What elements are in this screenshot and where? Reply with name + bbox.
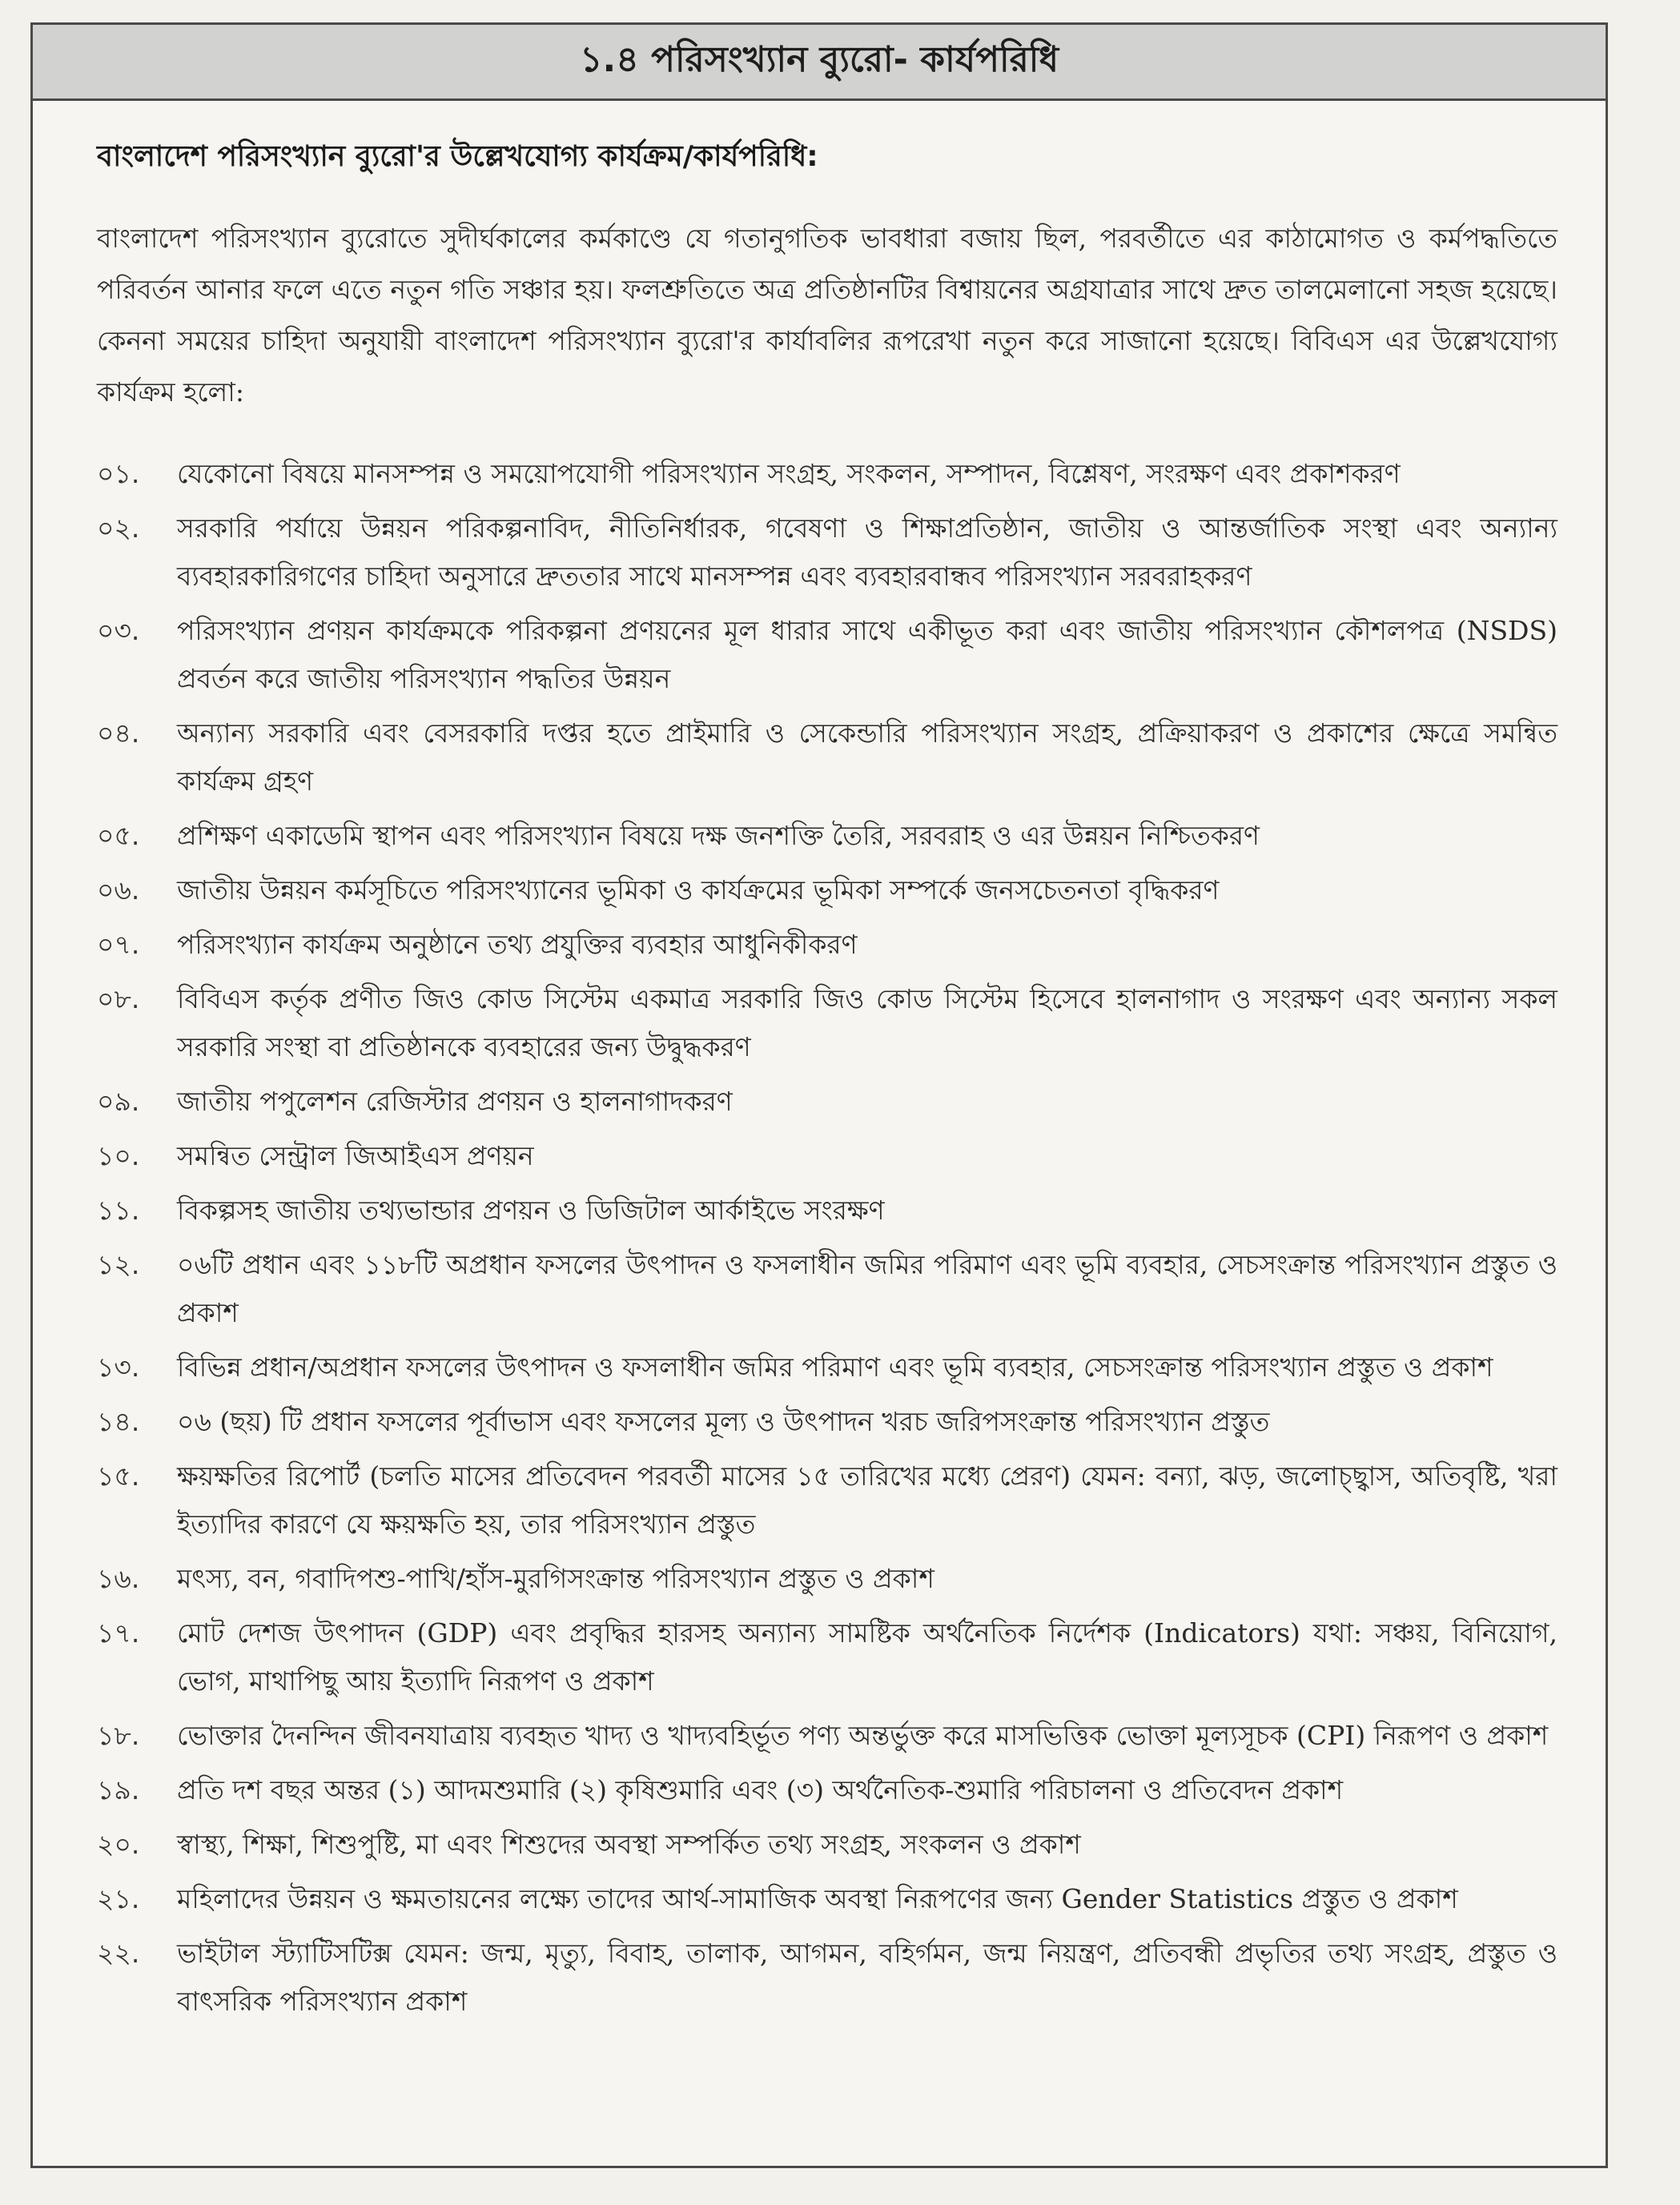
item-number: ১৪. (97, 1406, 140, 1437)
item-text: জাতীয় উন্নয়ন কর্মসূচিতে পরিসংখ্যানের ভূমিকা ও কার্যক্রমের ভূমিকা সম্পর্কে জনসচেতনতা বৃদ্ধিকরণ (177, 874, 1220, 906)
item-text: মহিলাদের উন্নয়ন ও ক্ষমতায়নের লক্ষ্যে তাদের আর্থ-সামাজিক অবস্থা নিরূপণের জন্য Gender Statistics প্রস্তুত ও প্রকাশ (177, 1883, 1458, 1914)
item-number: ০৩. (97, 615, 140, 646)
item-text: যেকোনো বিষয়ে মানসম্পন্ন ও সময়োপযোগী পরিসংখ্যান সংগ্রহ, সংকলন, সম্পাদন, বিশ্লেষণ, সংরক্ষণ এবং প্রকাশকরণ (177, 458, 1401, 489)
item-text: ভাইটাল স্ট্যাটিসটিক্স যেমন: জন্ম, মৃত্যু, বিবাহ, তালাক, আগমন, বহির্গমন, জন্ম নিয়ন্ত্রণ, প্রতিবন্ধী প্রভৃতির তথ্য সংগ্রহ, প্রস্তুত ও বাৎসরিক পরিসংখ্যান প্রকাশ (177, 1938, 1557, 2017)
item-number: ১৯. (97, 1774, 140, 1805)
item-number: ১৫. (97, 1460, 140, 1492)
title-bar (33, 25, 1606, 101)
list-item (97, 866, 1557, 914)
item-number: ১৩. (97, 1352, 140, 1383)
item-text: প্রশিক্ষণ একাডেমি স্থাপন এবং পরিসংখ্যান বিষয়ে দক্ষ জনশক্তি তৈরি, সরবরাহ ও এর উন্নয়ন নিশ্চিতকরণ (177, 820, 1260, 851)
list-item (97, 607, 1557, 703)
item-text: অন্যান্য সরকারি এবং বেসরকারি দপ্তর হতে প্রাইমারি ও সেকেন্ডারি পরিসংখ্যান সংগ্রহ, প্রক্রিয়াকরণ ও প্রকাশের ক্ষেত্রে সমন্বিত কার্যক্রম গ্রহণ (177, 717, 1557, 797)
item-number: ২০. (97, 1829, 140, 1860)
item-number: ১৭. (97, 1617, 140, 1649)
item-number: ০৫. (97, 820, 140, 851)
item-number: ০৭. (97, 929, 140, 960)
content-area (33, 101, 1606, 2026)
item-number: ০৯. (97, 1086, 140, 1117)
list-item (97, 812, 1557, 860)
section-title: ১.৪ পরিসংখ্যান ব্যুরো- কার্যপরিধি (579, 38, 1059, 80)
item-text: সরকারি পর্যায়ে উন্নয়ন পরিকল্পনাবিদ, নীতিনির্ধারক, গবেষণা ও শিক্ষাপ্রতিষ্ঠান, জাতীয় ও আন্তর্জাতিক সংস্থা এবং অন্যান্য ব্যবহারকারিগণের চাহিদা অনুসারে দ্রুততার সাথে মানসম্পন্ন এবং ব্যবহারবান্ধব পরিসংখ্যান সরবরাহকরণ (177, 512, 1557, 592)
list-item (97, 1078, 1557, 1126)
item-number: ১০. (97, 1140, 140, 1171)
item-number: ১৬. (97, 1563, 140, 1594)
item-number: ০৮. (97, 983, 140, 1014)
list-item (97, 709, 1557, 805)
list-item (97, 1875, 1557, 1923)
list-item (97, 450, 1557, 498)
item-text: পরিসংখ্যান প্রণয়ন কার্যক্রমকে পরিকল্পনা প্রণয়নের মূল ধারার সাথে একীভূত করা এবং জাতীয় পরিসংখ্যান কৌশলপত্র (NSDS) প্রবর্তন করে জাতীয় পরিসংখ্যান পদ্ধতির উন্নয়ন (177, 615, 1557, 694)
item-text: প্রতি দশ বছর অন্তর (১) আদমশুমারি (২) কৃষিশুমারি এবং (৩) অর্থনৈতিক-শুমারি পরিচালনা ও প্রতিবেদন প্রকাশ (177, 1774, 1344, 1805)
item-number: ০২. (97, 512, 140, 544)
list-item (97, 1452, 1557, 1548)
item-number: ১১. (97, 1195, 140, 1226)
list-item (97, 975, 1557, 1071)
duties-list (97, 450, 1557, 2026)
item-text: ০৬ (ছয়) টি প্রধান ফসলের পূর্বাভাস এবং ফসলের মূল্য ও উৎপাদন খরচ জরিপসংক্রান্ত পরিসংখ্যান প্রস্তুত (177, 1406, 1270, 1437)
item-number: ২১. (97, 1883, 140, 1914)
list-item (97, 1187, 1557, 1235)
item-text: বিবিএস কর্তৃক প্রণীত জিও কোড সিস্টেম একমাত্র সরকারি জিও কোড সিস্টেম হিসেবে হালনাগাদ ও সংরক্ষণ এবং অন্যান্য সকল সরকারি সংস্থা বা প্রতিষ্ঠানকে ব্যবহারের জন্য উদ্বুদ্ধকরণ (177, 983, 1557, 1062)
list-item (97, 1132, 1557, 1180)
list-item (97, 1555, 1557, 1603)
list-item (97, 1241, 1557, 1337)
item-number: ০১. (97, 458, 140, 489)
list-item (97, 1930, 1557, 2026)
item-text: স্বাস্থ্য, শিক্ষা, শিশুপুষ্টি, মা এবং শিশুদের অবস্থা সম্পর্কিত তথ্য সংগ্রহ, সংকলন ও প্রকাশ (177, 1829, 1081, 1860)
item-text: ক্ষয়ক্ষতির রিপোর্ট (চলতি মাসের প্রতিবেদন পরবর্তী মাসের ১৫ তারিখের মধ্যে প্রেরণ) যেমন: বন্যা, ঝড়, জলোচ্ছ্বাস, অতিবৃষ্টি, খরা ইত্যাদির কারণে যে ক্ষয়ক্ষতি হয়, তার পরিসংখ্যান প্রস্তুত (177, 1460, 1557, 1540)
item-number: ১৮. (97, 1720, 140, 1751)
item-text: জাতীয় পপুলেশন রেজিস্টার প্রণয়ন ও হালনাগাদকরণ (177, 1086, 733, 1117)
item-text: পরিসংখ্যান কার্যক্রম অনুষ্ঠানে তথ্য প্রযুক্তির ব্যবহার আধুনিকীকরণ (177, 929, 858, 960)
item-text: ০৬টি প্রধান এবং ১১৮টি অপ্রধান ফসলের উৎপাদন ও ফসলাধীন জমির পরিমাণ এবং ভূমি ব্যবহার, সেচসংক্রান্ত পরিসংখ্যান প্রস্তুত ও প্রকাশ (177, 1249, 1557, 1328)
item-text: সমন্বিত সেন্ট্রাল জিআইএস প্রণয়ন (177, 1140, 534, 1171)
intro-paragraph: বাংলাদেশ পরিসংখ্যান ব্যুরোতে সুদীর্ঘকালের কর্মকাণ্ডে যে গতানুগতিক ভাবধারা বজায় ছিল, পরবর্তীতে এর কাঠামোগত ও কর্মপদ্ধতিতে পরিবর্তন আনার ফলে এতে নতুন গতি সঞ্চার হয়। ফলশ্রুতিতে অত্র প্রতিষ্ঠানটির বিশ্বায়নের অগ্রযাত্রার সাথে দ্রুত তালমেলানো সহজ হয়েছে। কেননা সময়ের চাহিদা অনুযায়ী বাংলাদেশ পরিসংখ্যান ব্যুরো'র কার্যাবলির রূপরেখা নতুন করে সাজানো হয়েছে। বিবিএস এর উল্লেখযোগ্য কার্যক্রম হলো: (97, 223, 1557, 408)
list-item (97, 504, 1557, 600)
item-number: ০৬. (97, 874, 140, 906)
item-text: ভোক্তার দৈনন্দিন জীবনযাত্রায় ব্যবহৃত খাদ্য ও খাদ্যবহির্ভূত পণ্য অন্তর্ভুক্ত করে মাসভিত্তিক ভোক্তা মূল্যসূচক (CPI) নিরূপণ ও প্রকাশ (177, 1720, 1549, 1751)
list-item (97, 1398, 1557, 1446)
list-item (97, 1766, 1557, 1814)
document-page (30, 22, 1608, 2168)
item-number: ১২. (97, 1249, 140, 1280)
item-number: ০৪. (97, 717, 140, 749)
list-item (97, 1821, 1557, 1869)
item-text: মোট দেশজ উৎপাদন (GDP) এবং প্রবৃদ্ধির হারসহ অন্যান্য সামষ্টিক অর্থনৈতিক নির্দেশক (Indicators) যথা: সঞ্চয়, বিনিয়োগ, ভোগ, মাথাপিছু আয় ইত্যাদি নিরূপণ ও প্রকাশ (177, 1617, 1557, 1697)
item-text: বিভিন্ন প্রধান/অপ্রধান ফসলের উৎপাদন ও ফসলাধীন জমির পরিমাণ এবং ভূমি ব্যবহার, সেচসংক্রান্ত পরিসংখ্যান প্রস্তুত ও প্রকাশ (177, 1352, 1493, 1383)
item-number: ২২. (97, 1938, 140, 1969)
list-item (97, 921, 1557, 969)
item-text: বিকল্পসহ জাতীয় তথ্যভান্ডার প্রণয়ন ও ডিজিটাল আর্কাইভে সংরক্ষণ (177, 1195, 885, 1226)
list-item (97, 1712, 1557, 1760)
subheading: বাংলাদেশ পরিসংখ্যান ব্যুরো'র উল্লেখযোগ্য কার্যক্রম/কার্যপরিধি: (97, 140, 818, 173)
list-item (97, 1609, 1557, 1705)
list-item (97, 1343, 1557, 1392)
item-text: মৎস্য, বন, গবাদিপশু-পাখি/হাঁস-মুরগিসংক্রান্ত পরিসংখ্যান প্রস্তুত ও প্রকাশ (177, 1563, 934, 1594)
